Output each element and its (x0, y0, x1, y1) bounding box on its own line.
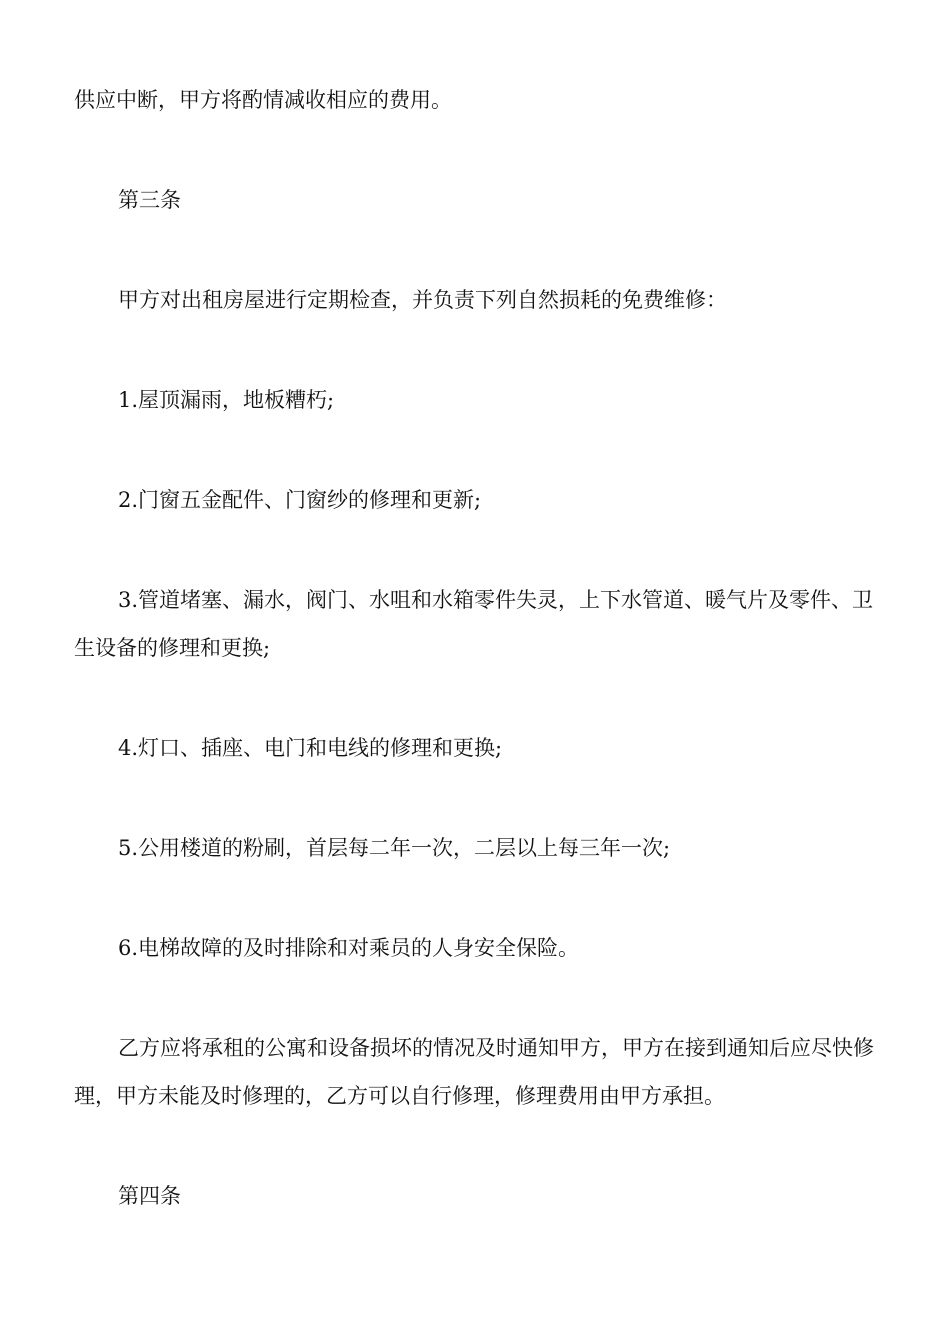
paragraph-continuation: 供应中断，甲方将酌情减收相应的费用。 (74, 88, 452, 112)
article-heading-3: 第三条 (118, 188, 181, 212)
paragraph-notification: 乙方应将承租的公寓和设备损坏的情况及时通知甲方，甲方在接到通知后应尽快修理，甲方未能及时修理的，乙方可以自行修理，修理费用由甲方承担。 (74, 1036, 874, 1108)
list-item-1: 1.屋顶漏雨，地板糟朽; (118, 388, 335, 412)
list-item-5: 5.公用楼道的粉刷，首层每二年一次，二层以上每三年一次; (118, 836, 671, 860)
article-heading-4: 第四条 (118, 1184, 181, 1208)
paragraph-inspection: 甲方对出租房屋进行定期检查，并负责下列自然损耗的免费维修： (118, 288, 727, 312)
list-item-2: 2.门窗五金配件、门窗纱的修理和更新; (118, 488, 482, 512)
list-item-3: 3.管道堵塞、漏水，阀门、水咀和水箱零件失灵，上下水管道、暖气片及零件、卫生设备的修理和更换; (74, 588, 874, 660)
list-item-6: 6.电梯故障的及时排除和对乘员的人身安全保险。 (118, 936, 580, 960)
list-item-4: 4.灯口、插座、电门和电线的修理和更换; (118, 736, 503, 760)
